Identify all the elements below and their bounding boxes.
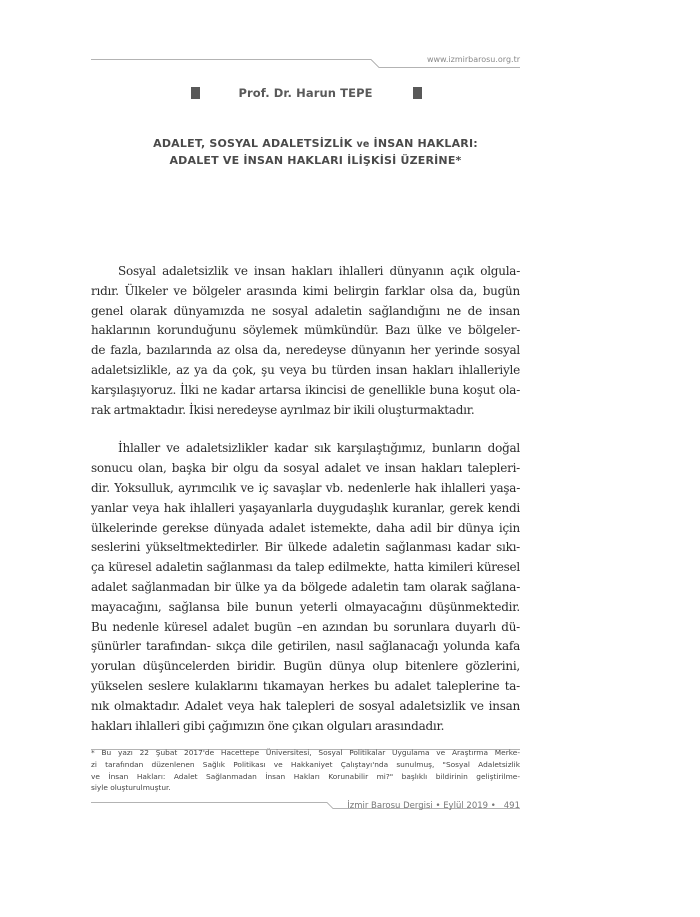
body-line: genel olarak dünyamızda ne sosyal adaletin sağlandığını ne de insan bbox=[91, 303, 520, 318]
body-line: adaletsizlikle, az ya da çok, şu veya bu türden insan hakları ihlalleriyle bbox=[91, 362, 520, 377]
body-line: seslerini yükseltmektedirler. Bir ülkede adaletin sağlanması kadar sıkı- bbox=[91, 540, 520, 555]
body-line: yorulan düşüncelerden biridir. Bugün dünya olup bitenlere gözlerini, bbox=[91, 659, 520, 674]
body-line: şünürler tarafından- sıkça dile getirilen, nasıl sağlanacağı yolunda kafa bbox=[91, 639, 520, 654]
article-title bbox=[91, 136, 540, 169]
title-line-1 bbox=[91, 136, 540, 153]
footnote-line: * Bu yazı 22 Şubat 2017'de Hacettepe Üniversitesi, Sosyal Politikalar Uygulama ve Araştırma Merke- bbox=[91, 748, 520, 757]
title-part-a: ADALET, SOSYAL ADALETSİZLİK bbox=[153, 137, 357, 150]
footnote-line: ve İnsan Hakları: Adalet Sağlanmadan İnsan Hakları Korunabilir mi?" başlıklı bildirinin geliştirilme- bbox=[91, 771, 520, 781]
article-body bbox=[91, 262, 520, 736]
body-line: de fazla, bazılarında az olsa da, neredeyse dünyanın her yerinde sosyal bbox=[91, 343, 520, 358]
body-line: rıdır. Ülkeler ve bölgeler arasında kimi belirgin farklar olsa da, bugün bbox=[91, 283, 520, 298]
body-line: sonucu olan, başka bir olgu da sosyal adalet ve insan hakları talepleri- bbox=[91, 461, 520, 476]
page-number: 491 bbox=[503, 801, 520, 811]
body-line: ça küresel adaletin sağlanması da talep edilmekte, hatta kimileri küresel bbox=[91, 560, 520, 575]
body-line: ülkelerinde gerekse dünyada adalet istemekte, daha adil bir dünya için bbox=[91, 520, 520, 535]
body-line: nık olmaktadır. Adalet veya hak talepleri de sosyal adaletsizlik ve insan bbox=[91, 698, 520, 713]
body-line: Bu nedenle küresel adalet bugün –en azından bu sorunlara duyarlı dü- bbox=[91, 619, 520, 634]
paragraph-2 bbox=[91, 439, 520, 736]
body-line: mayacağını, sağlansa bile bunun yeterli olmayacağını düşünmektedir. bbox=[91, 599, 520, 614]
footnote-line: siyle oluşturulmuştur. bbox=[91, 783, 171, 793]
body-line: dir. Yoksulluk, ayrımcılık ve iç savaşlar vb. nedenlerle hak ihlalleri yaşa- bbox=[91, 480, 520, 495]
header-url: www.izmirbarosu.org.tr bbox=[426, 55, 520, 64]
title-line-2: ADALET VE İNSAN HAKLARI İLİŞKİSİ ÜZERİNE* bbox=[169, 154, 462, 167]
author-name: Prof. Dr. Harun TEPE bbox=[238, 86, 373, 100]
body-line: yükselen seslere kulaklarını tıkamayan herkes bu adalet taleplerine ta- bbox=[91, 678, 520, 693]
author-row bbox=[91, 86, 520, 102]
header-rule bbox=[91, 59, 520, 69]
page-footer bbox=[347, 801, 520, 811]
body-line: haklarının korunduğunu söylemek mümkündür. Bazı ülke ve bölgeler- bbox=[91, 323, 520, 338]
body-line: Sosyal adaletsizlik ve insan hakları ihlalleri dünyanın açık olgula- bbox=[118, 264, 520, 278]
body-line: hakları ihlalleri gibi çağımızın öne çıkan olguları arasındadır. bbox=[91, 718, 445, 733]
body-line: rak artmaktadır. İkisi neredeyse ayrılmaz bir ikili oluşturmaktadır. bbox=[91, 402, 475, 417]
body-line: yanlar veya hak ihlalleri yaşayanlarla duygudaşlık kuranlar, gerek kendi bbox=[91, 500, 520, 515]
paragraph-1 bbox=[91, 262, 520, 420]
author-marker-right bbox=[413, 87, 422, 99]
body-line: adalet sağlanmadan bir ülke ya da bölgede adaletin tam olarak sağlana- bbox=[91, 579, 520, 594]
title-part-b: İNSAN HAKLARI: bbox=[369, 137, 478, 150]
journal-name: İzmir Barosu Dergisi • Eylül 2019 • bbox=[347, 801, 496, 811]
body-line: karşılaşıyoruz. İlki ne kadar artarsa ikincisi de genellikle buna koşut ola- bbox=[91, 382, 520, 397]
footnote bbox=[91, 747, 520, 794]
footnote-line: zi tarafından düzenlenen Sağlık Politikası ve Hakkaniyet Çalıştayı'nda sunulmuş, "Sosyal Adaletsizlik bbox=[91, 759, 520, 769]
title-part-ve: ve bbox=[356, 139, 370, 150]
body-line: İhlaller ve adaletsizlikler kadar sık karşılaştığımız, bunların doğal bbox=[118, 441, 520, 456]
